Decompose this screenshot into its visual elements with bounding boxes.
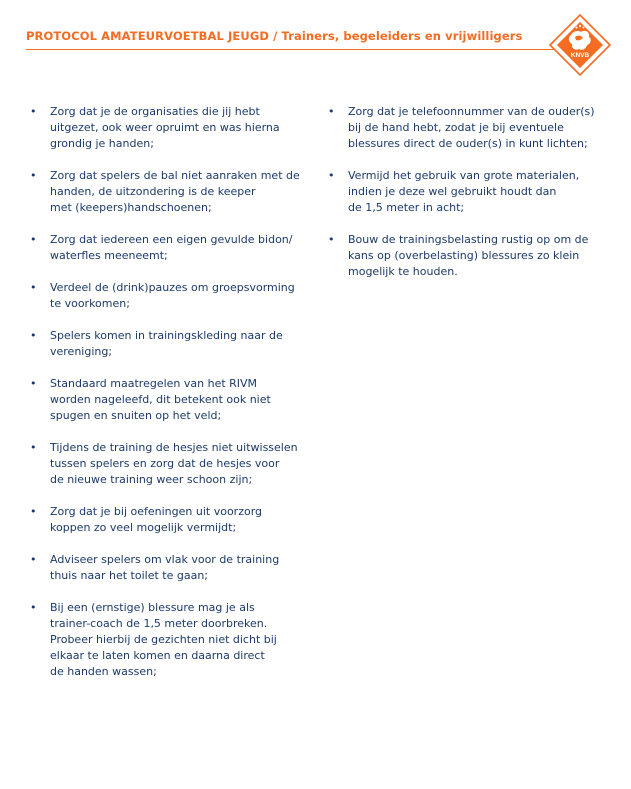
list-item: • Zorg dat iedereen een eigen gevulde bidon/ waterfles meeneemt; bbox=[28, 232, 318, 264]
list-item: • Zorg dat je de organisaties die jij hebt uitgezet, ook weer opruimt en was hierna grondig je handen; bbox=[28, 104, 318, 152]
list-item: • Bouw de trainingsbelasting rustig op om de kans op (overbelasting) blessures zo klein mogelijk te houden. bbox=[326, 232, 616, 280]
list-item: • Zorg dat je telefoonnummer van de ouder(s) bij de hand hebt, zodat je bij eventuele blessures direct de ouder(s) in kunt lichten; bbox=[326, 104, 616, 152]
page-header-title bbox=[26, 29, 522, 43]
list-item: • Standaard maatregelen van het RIVM worden nageleefd, dit betekent ook niet spugen en snuiten op het veld; bbox=[28, 376, 318, 424]
list-item: • Adviseer spelers om vlak voor de training thuis naar het toilet te gaan; bbox=[28, 552, 318, 584]
list-item: • Tijdens de training de hesjes niet uitwisselen tussen spelers en zorg dat de hesjes voor de nieuwe training weer schoon zijn; bbox=[28, 440, 318, 488]
list-item: • Zorg dat je bij oefeningen uit voorzorg koppen zo veel mogelijk vermijdt; bbox=[28, 504, 318, 536]
list-item: • Vermijd het gebruik van grote materialen, indien je deze wel gebruikt houdt dan de 1,5 meter in acht; bbox=[326, 168, 616, 216]
logo-text: KNVB bbox=[570, 52, 590, 59]
right-bullet-list bbox=[326, 104, 616, 296]
header-divider bbox=[26, 49, 556, 50]
list-item: • Zorg dat spelers de bal niet aanraken met de handen, de uitzondering is de keeper met (keepers)handschoenen; bbox=[28, 168, 318, 216]
list-item: • Verdeel de (drink)pauzes om groepsvorming te voorkomen; bbox=[28, 280, 318, 312]
knvb-logo-icon bbox=[548, 13, 612, 77]
header-title-sub: Trainers, begeleiders en vrijwilligers bbox=[281, 29, 523, 43]
left-bullet-list bbox=[28, 104, 318, 696]
list-item: • Bij een (ernstige) blessure mag je als trainer-coach de 1,5 meter doorbreken. Probeer hierbij de gezichten niet dicht bij elkaar te laten komen en daarna direct de handen wassen; bbox=[28, 600, 318, 680]
list-item: • Spelers komen in trainingskleding naar de vereniging; bbox=[28, 328, 318, 360]
header-separator: / bbox=[269, 29, 282, 43]
header-title-main: PROTOCOL AMATEURVOETBAL JEUGD bbox=[26, 29, 270, 43]
